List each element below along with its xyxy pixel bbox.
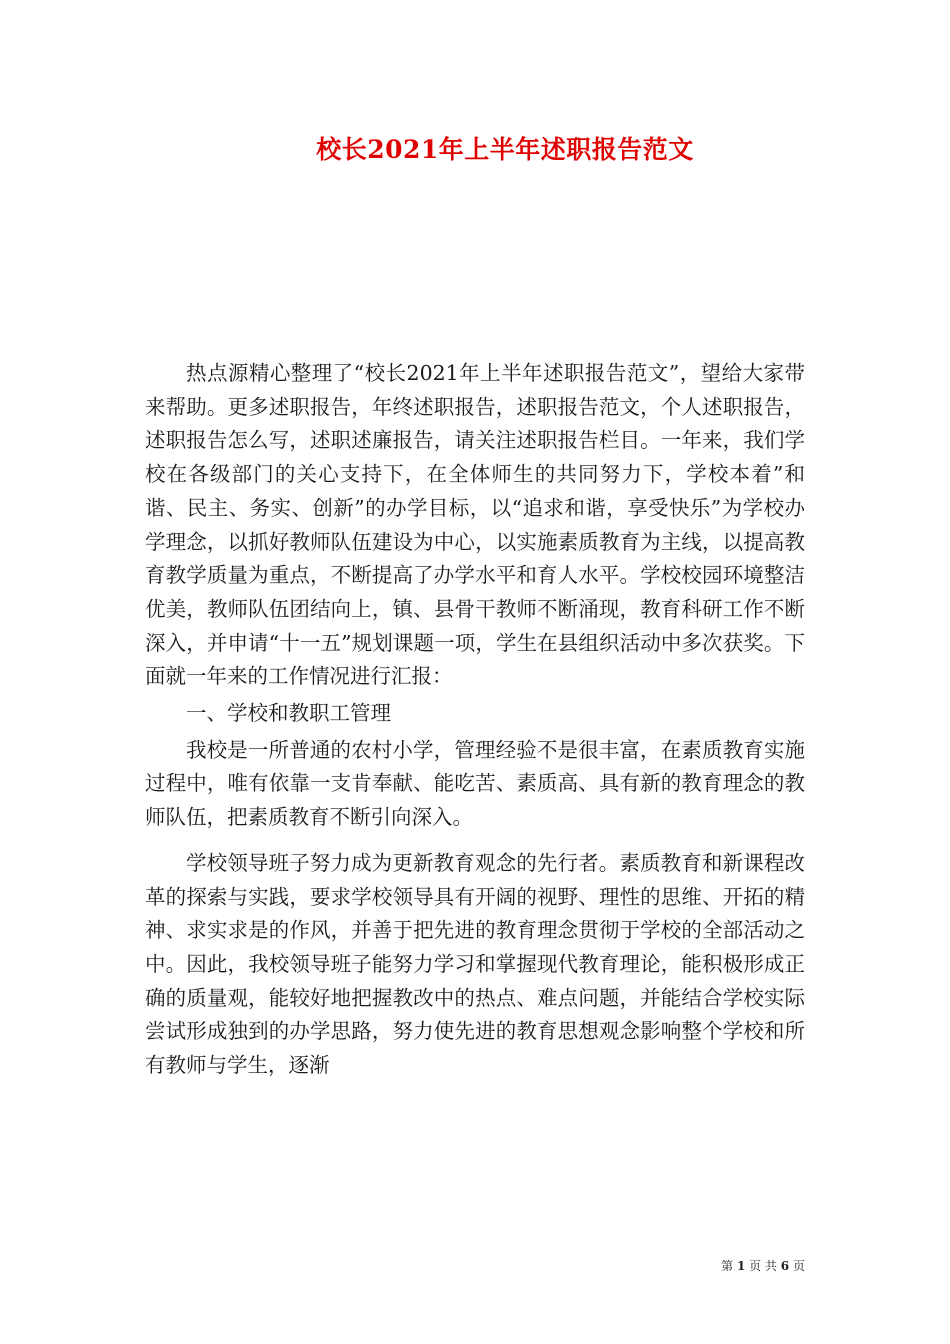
- footer-prefix: 第: [721, 1259, 734, 1273]
- footer-suffix: 页: [792, 1259, 805, 1273]
- document-body: [145, 357, 805, 1083]
- page-footer: [0, 1257, 950, 1274]
- footer-middle: 页 共: [749, 1259, 777, 1273]
- footer-total-pages: 6: [780, 1259, 790, 1273]
- section-heading: 一、学校和教职工管理: [186, 701, 391, 726]
- intro-paragraph: 热点源精心整理了“校长2021年上半年述职报告范文”，望给大家带来帮助。更多述职报告，年终述职报告，述职报告范文，个人述职报告，述职报告怎么写，述职述廉报告，请关注述职报告栏目。一年来，我们学校在各级部门的关心支持下，在全体师生的共同努力下，学校本着”和谐、民主、务实、创新”的办学目标，以“追求和谐，享受快乐”为学校办学理念，以抓好教师队伍建设为中心，以实施素质教育为主线，以提高教育教学质量为重点，不断提高了办学水平和育人水平。学校校园环境整洁优美，教师队伍团结向上，镇、县骨干教师不断涌现，教育科研工作不断深入，并申请“十一五”规划课题一项，学生在县组织活动中多次获奖。下面就一年来的工作情况进行汇报：: [145, 361, 805, 689]
- body-paragraph: 学校领导班子努力成为更新教育观念的先行者。素质教育和新课程改革的探索与实践，要求学校领导具有开阔的视野、理性的思维、开拓的精神、求实求是的作风，并善于把先进的教育理念贯彻于学校的全部活动之中。因此，我校领导班子能努力学习和掌握现代教育理论，能积极形成正确的质量观，能较好地把握教改中的热点、难点问题，并能结合学校实际尝试形成独到的办学思路，努力使先进的教育思想观念影响整个学校和所有教师与学生，逐渐: [145, 850, 805, 1078]
- body-paragraph: 我校是一所普通的农村小学，管理经验不是很丰富，在素质教育实施过程中，唯有依靠一支肯奉献、能吃苦、素质高、具有新的教育理念的教师队伍，把素质教育不断引向深入。: [145, 737, 805, 830]
- footer-current-page: 1: [736, 1259, 746, 1273]
- document-title: 校长2021年上半年述职报告范文: [316, 135, 694, 164]
